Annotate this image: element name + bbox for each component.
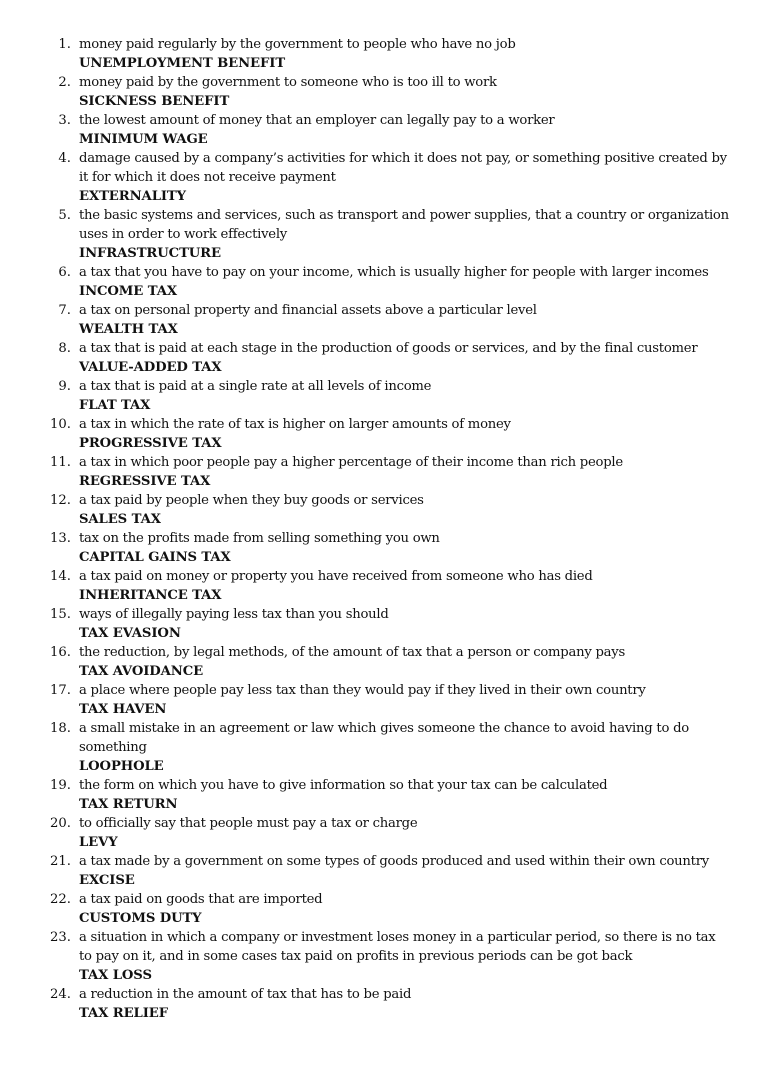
entry-body	[79, 719, 729, 776]
glossary-entry-18	[0, 719, 760, 776]
entry-term: TAX RELIEF	[79, 1006, 169, 1021]
entry-term: PROGRESSIVE TAX	[79, 436, 222, 451]
entry-number: 18.	[50, 721, 71, 736]
entry-number: 10.	[50, 417, 71, 432]
entry-term: LEVY	[79, 835, 118, 850]
entry-definition: a tax in which the rate of tax is higher on larger amounts of money	[79, 417, 511, 432]
entry-definition: a tax paid by people when they buy goods or services	[79, 493, 424, 508]
entry-definition: the reduction, by legal methods, of the amount of tax that a person or company pays	[79, 645, 626, 660]
entry-body	[79, 852, 729, 890]
entry-term: TAX HAVEN	[79, 702, 167, 717]
glossary-entry-5	[0, 206, 760, 263]
entry-term: TAX EVASION	[79, 626, 181, 641]
entry-number: 13.	[50, 531, 71, 546]
entry-number: 19.	[50, 778, 71, 793]
entry-number: 12.	[50, 493, 71, 508]
glossary-entry-9	[0, 377, 760, 415]
entry-definition: a tax that you have to pay on your income, which is usually higher for people with larger incomes	[79, 265, 709, 280]
entry-definition: the lowest amount of money that an employer can legally pay to a worker	[79, 113, 555, 128]
entry-body	[79, 605, 729, 643]
entry-term: VALUE-ADDED TAX	[79, 360, 222, 375]
entry-body	[79, 491, 729, 529]
glossary-entry-24	[0, 985, 760, 1023]
entry-body	[79, 529, 729, 567]
glossary-entry-4	[0, 149, 760, 206]
entry-definition: a reduction in the amount of tax that has to be paid	[79, 987, 412, 1002]
glossary-entry-13	[0, 529, 760, 567]
entry-term: UNEMPLOYMENT BENEFIT	[79, 56, 286, 71]
entry-definition: the basic systems and services, such as transport and power supplies, that a country or organization uses in order to work effectively	[79, 208, 729, 242]
entry-term: TAX RETURN	[79, 797, 178, 812]
entry-term: INFRASTRUCTURE	[79, 246, 221, 261]
entry-body	[79, 206, 729, 263]
entry-definition: a situation in which a company or investment loses money in a particular period, so there is no tax to pay on it, and in some cases tax paid on profits in previous periods can be got back	[79, 930, 716, 964]
entry-body	[79, 643, 729, 681]
entry-number: 11.	[50, 455, 71, 470]
entry-definition: money paid by the government to someone who is too ill to work	[79, 75, 497, 90]
entry-number: 24.	[50, 987, 71, 1002]
entry-number: 21.	[50, 854, 71, 869]
entry-number: 23.	[50, 930, 71, 945]
entry-body	[79, 263, 729, 301]
entry-definition: a tax made by a government on some types of goods produced and used within their own country	[79, 854, 709, 869]
entry-number: 22.	[50, 892, 71, 907]
glossary-entry-22	[0, 890, 760, 928]
entry-definition: tax on the profits made from selling something you own	[79, 531, 440, 546]
glossary-entry-14	[0, 567, 760, 605]
entry-definition: damage caused by a company’s activities for which it does not pay, or something positive created by it for which it does not receive payment	[79, 151, 727, 185]
glossary-entry-3	[0, 111, 760, 149]
entry-number: 1.	[58, 37, 71, 52]
entry-number: 2.	[58, 75, 71, 90]
glossary-entry-1	[0, 35, 760, 73]
entry-definition: a tax paid on goods that are imported	[79, 892, 323, 907]
entry-definition: a tax paid on money or property you have received from someone who has died	[79, 569, 593, 584]
glossary-entry-20	[0, 814, 760, 852]
entry-term: REGRESSIVE TAX	[79, 474, 211, 489]
entry-definition: a small mistake in an agreement or law which gives someone the chance to avoid having to do something	[79, 721, 689, 755]
entry-body	[79, 301, 729, 339]
entry-term: INHERITANCE TAX	[79, 588, 222, 603]
glossary-entry-12	[0, 491, 760, 529]
entry-number: 8.	[58, 341, 71, 356]
entry-definition: to officially say that people must pay a tax or charge	[79, 816, 418, 831]
entry-number: 4.	[58, 151, 71, 166]
entry-body	[79, 681, 729, 719]
glossary-entry-19	[0, 776, 760, 814]
entry-term: LOOPHOLE	[79, 759, 164, 774]
entry-term: FLAT TAX	[79, 398, 151, 413]
entry-number: 16.	[50, 645, 71, 660]
entry-term: SALES TAX	[79, 512, 161, 527]
entry-definition: a tax that is paid at each stage in the production of goods or services, and by the final customer	[79, 341, 698, 356]
glossary-entry-10	[0, 415, 760, 453]
entry-definition: a place where people pay less tax than they would pay if they lived in their own country	[79, 683, 646, 698]
glossary-entry-15	[0, 605, 760, 643]
entry-term: TAX LOSS	[79, 968, 152, 983]
entry-body	[79, 73, 729, 111]
glossary-entry-23	[0, 928, 760, 985]
entry-definition: a tax on personal property and financial assets above a particular level	[79, 303, 537, 318]
glossary-entry-8	[0, 339, 760, 377]
entry-term: EXTERNALITY	[79, 189, 186, 204]
entry-term: WEALTH TAX	[79, 322, 178, 337]
entry-term: SICKNESS BENEFIT	[79, 94, 230, 109]
glossary-entry-11	[0, 453, 760, 491]
entry-term: EXCISE	[79, 873, 135, 888]
glossary-entry-2	[0, 73, 760, 111]
entry-number: 14.	[50, 569, 71, 584]
entry-number: 17.	[50, 683, 71, 698]
entry-number: 5.	[58, 208, 71, 223]
entry-definition: a tax that is paid at a single rate at all levels of income	[79, 379, 432, 394]
entry-body	[79, 149, 729, 206]
entry-term: CUSTOMS DUTY	[79, 911, 202, 926]
entry-body	[79, 567, 729, 605]
entry-definition: money paid regularly by the government to people who have no job	[79, 37, 516, 52]
entry-body	[79, 415, 729, 453]
entry-body	[79, 35, 729, 73]
entry-number: 7.	[58, 303, 71, 318]
entry-definition: a tax in which poor people pay a higher percentage of their income than rich people	[79, 455, 623, 470]
entry-number: 9.	[58, 379, 71, 394]
entry-term: MINIMUM WAGE	[79, 132, 208, 147]
entry-body	[79, 928, 729, 985]
entry-body	[79, 377, 729, 415]
entry-body	[79, 776, 729, 814]
entry-body	[79, 453, 729, 491]
entry-number: 20.	[50, 816, 71, 831]
entry-body	[79, 814, 729, 852]
entry-body	[79, 985, 729, 1023]
glossary-entry-6	[0, 263, 760, 301]
entry-definition: ways of illegally paying less tax than you should	[79, 607, 389, 622]
entry-number: 3.	[58, 113, 71, 128]
glossary-list	[0, 35, 760, 1023]
glossary-entry-7	[0, 301, 760, 339]
entry-term: TAX AVOIDANCE	[79, 664, 204, 679]
glossary-entry-17	[0, 681, 760, 719]
entry-body	[79, 339, 729, 377]
glossary-entry-16	[0, 643, 760, 681]
glossary-entry-21	[0, 852, 760, 890]
entry-number: 15.	[50, 607, 71, 622]
entry-number: 6.	[58, 265, 71, 280]
entry-term: INCOME TAX	[79, 284, 178, 299]
entry-definition: the form on which you have to give information so that your tax can be calculated	[79, 778, 608, 793]
entry-body	[79, 111, 729, 149]
entry-body	[79, 890, 729, 928]
entry-term: CAPITAL GAINS TAX	[79, 550, 231, 565]
